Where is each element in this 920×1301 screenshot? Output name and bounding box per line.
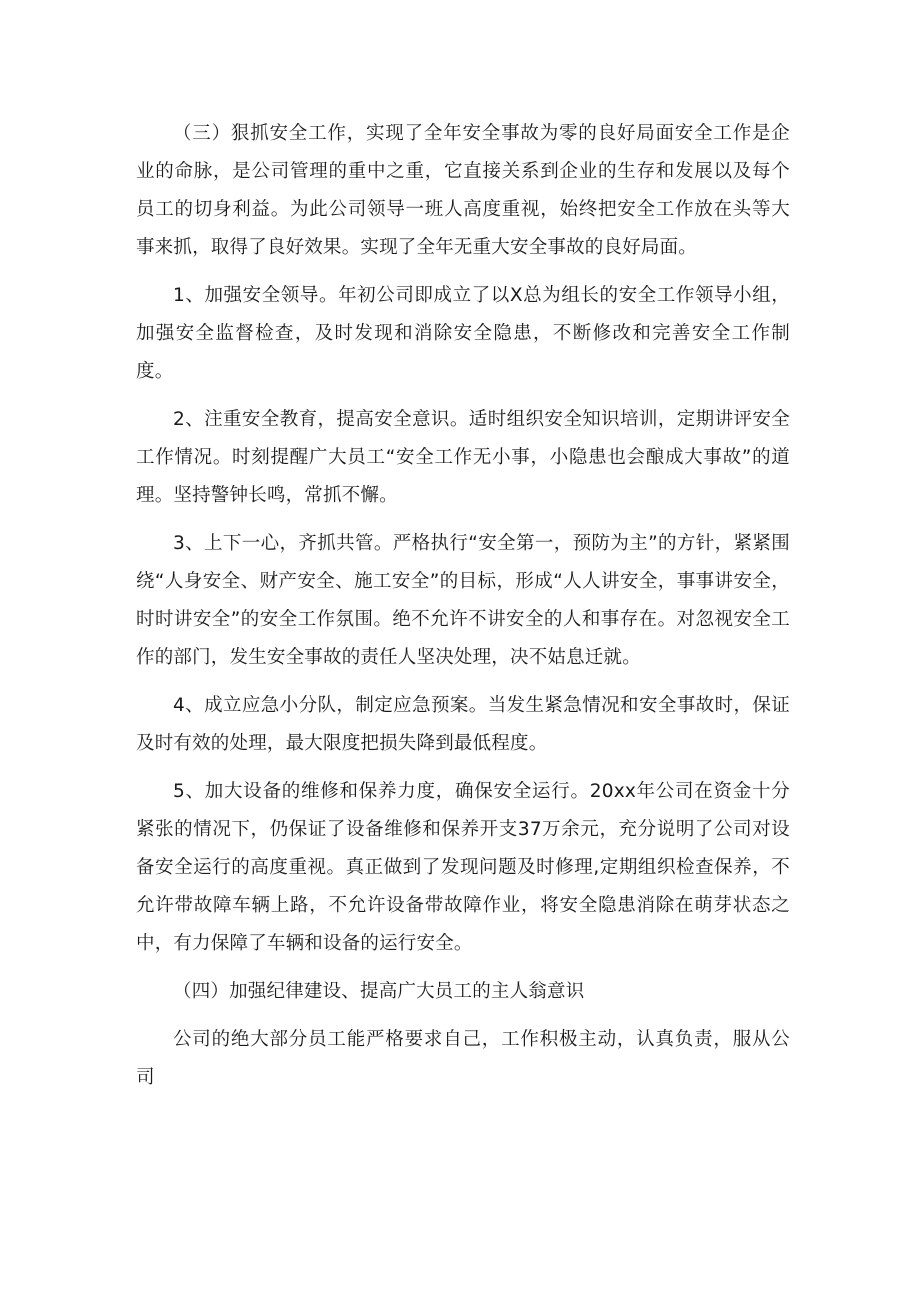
paragraph-section-4-intro: 公司的绝大部分员工能严格要求自己，工作积极主动，认真负责，服从公司 <box>136 1029 790 1088</box>
paragraph-item-3: 3、上下一心，齐抓共管。严格执行“安全第一，预防为主”的方针，紧紧围绕“人身安全、财产安全、施工安全”的目标，形成“人人讲安全，事事讲安全，时时讲安全”的安全工作氛围。绝不允许不讲安全的人和事存在。对忽视安全工作的部门，发生安全事故的责任人坚决处理，决不姑息迁就。 <box>136 533 790 668</box>
paragraph-item-2: 2、注重安全教育，提高安全意识。适时组织安全知识培训，定期讲评安全工作情况。时刻提醒广大员工“安全工作无小事，小隐患也会酿成大事故”的道理。坚持警钟长鸣，常抓不懈。 <box>136 409 790 506</box>
paragraph-item-1: 1、加强安全领导。年初公司即成立了以X总为组长的安全工作领导小组，加强安全监督检查，及时发现和消除安全隐患，不断修改和完善安全工作制度。 <box>136 285 790 382</box>
section-4-heading: （四）加强纪律建设、提高广大员工的主人翁意识 <box>173 981 585 1002</box>
paragraph-section-3-intro: （三）狠抓安全工作，实现了全年安全事故为零的良好局面安全工作是企业的命脉，是公司管理的重中之重，它直接关系到企业的生存和发展以及每个员工的切身利益。为此公司领导一班人高度重视，始终把安全工作放在头等大事来抓，取得了良好效果。实现了全年无重大安全事故的良好局面。 <box>136 123 790 258</box>
document-body <box>136 115 790 1107</box>
paragraph-item-4: 4、成立应急小分队，制定应急预案。当发生紧急情况和安全事故时，保证及时有效的处理，最大限度把损失降到最低程度。 <box>136 695 790 754</box>
paragraph-item-5: 5、加大设备的维修和保养力度，确保安全运行。20xx年公司在资金十分紧张的情况下，仍保证了设备维修和保养开支37万余元，充分说明了公司对设备安全运行的高度重视。真正做到了发现问题及时修理,定期组织检查保养，不允许带故障车辆上路，不允许设备带故障作业，将安全隐患消除在萌芽状态之中，有力保障了车辆和设备的运行安全。 <box>136 781 790 954</box>
